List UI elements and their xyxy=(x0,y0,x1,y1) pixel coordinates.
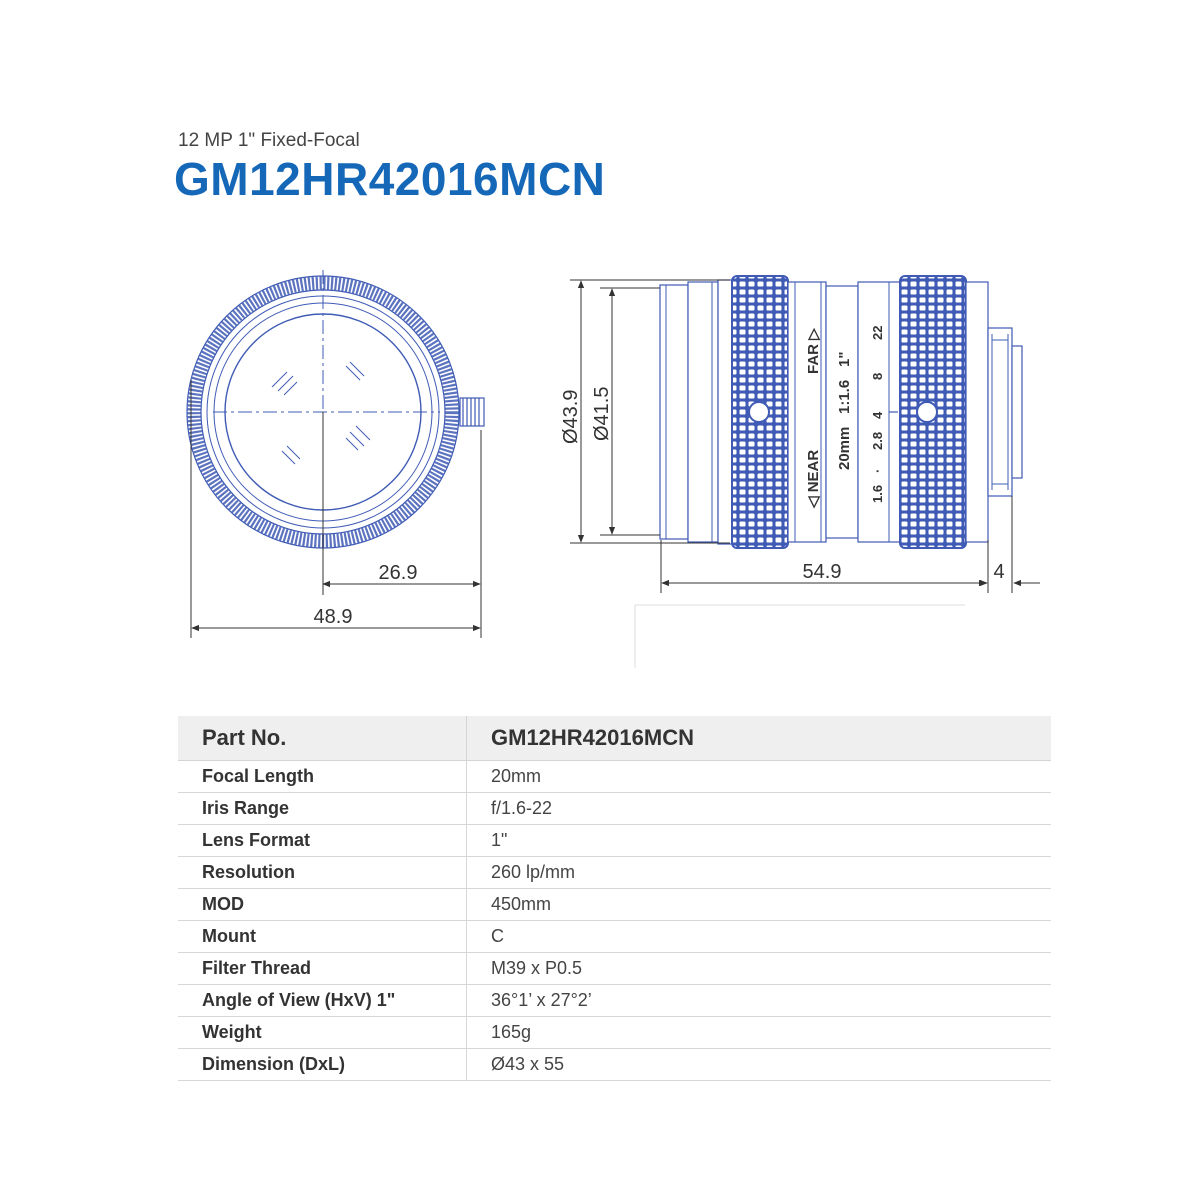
iris-4: 4 xyxy=(870,411,885,419)
table-row xyxy=(178,825,1051,857)
iris-lock-hole xyxy=(917,402,937,422)
table-row xyxy=(178,793,1051,825)
lens-rear-housing xyxy=(966,282,988,542)
table-row xyxy=(178,857,1051,889)
format-marking: 1" xyxy=(836,351,853,367)
glass-glints xyxy=(272,362,370,464)
dim-outer-diameter-label: Ø43.9 xyxy=(560,389,582,444)
iris-1-6: 1.6 xyxy=(870,484,885,503)
lens-front-cap xyxy=(660,285,688,539)
spec-label: MOD xyxy=(178,889,467,921)
table-row xyxy=(178,921,1051,953)
spec-value: GM12HR42016MCN xyxy=(467,716,1052,761)
spec-value: 165g xyxy=(467,1017,1052,1049)
spec-value: 1" xyxy=(467,825,1052,857)
spec-value: 260 lp/mm xyxy=(467,857,1052,889)
spec-label: Resolution xyxy=(178,857,467,889)
side-view xyxy=(660,276,1022,548)
table-row xyxy=(178,1017,1051,1049)
iris-8: 8 xyxy=(870,372,885,380)
iris-22: 22 xyxy=(870,325,885,340)
iris-dot: · xyxy=(870,468,885,473)
dim-width-label: 48.9 xyxy=(313,606,353,628)
spec-value: 36°1’ x 27°2’ xyxy=(467,985,1052,1017)
spec-value: C xyxy=(467,921,1052,953)
table-row xyxy=(178,1049,1051,1081)
dim-length-label: 54.9 xyxy=(802,561,842,583)
lock-screw xyxy=(460,398,484,426)
table-row xyxy=(178,889,1051,921)
product-model-title: GM12HR42016MCN xyxy=(174,153,606,205)
spec-value: f/1.6-22 xyxy=(467,793,1052,825)
spec-table xyxy=(178,716,1051,1081)
spec-label: Angle of View (HxV) 1" xyxy=(178,985,467,1017)
spec-label: Weight xyxy=(178,1017,467,1049)
aperture-marking: 1:1.6 xyxy=(836,379,853,414)
spec-label: Mount xyxy=(178,921,467,953)
spec-value: Ø43 x 55 xyxy=(467,1049,1052,1081)
spec-label: Lens Format xyxy=(178,825,467,857)
focal-length-marking: 20mm xyxy=(836,426,853,470)
table-row xyxy=(178,985,1051,1017)
spec-label: Iris Range xyxy=(178,793,467,825)
table-row xyxy=(178,761,1051,793)
far-label: FAR ▷ xyxy=(805,328,822,374)
dim-radius-label: 26.9 xyxy=(378,562,418,584)
spec-label: Part No. xyxy=(178,716,467,761)
spec-label: Focal Length xyxy=(178,761,467,793)
spec-table-header xyxy=(178,716,1051,761)
focus-lock-hole xyxy=(749,402,769,422)
dim-inner-diameter-label: Ø41.5 xyxy=(591,386,613,441)
spec-label: Dimension (DxL) xyxy=(178,1049,467,1081)
spec-value: M39 x P0.5 xyxy=(467,953,1052,985)
near-label: ◁ NEAR xyxy=(805,449,822,508)
dim-mount-label: 4 xyxy=(993,561,1005,583)
spec-value: 20mm xyxy=(467,761,1052,793)
table-row xyxy=(178,953,1051,985)
spec-label: Filter Thread xyxy=(178,953,467,985)
product-subtitle: 12 MP 1" Fixed-Focal xyxy=(178,130,360,151)
spec-value: 450mm xyxy=(467,889,1052,921)
iris-2-8: 2.8 xyxy=(870,431,885,450)
